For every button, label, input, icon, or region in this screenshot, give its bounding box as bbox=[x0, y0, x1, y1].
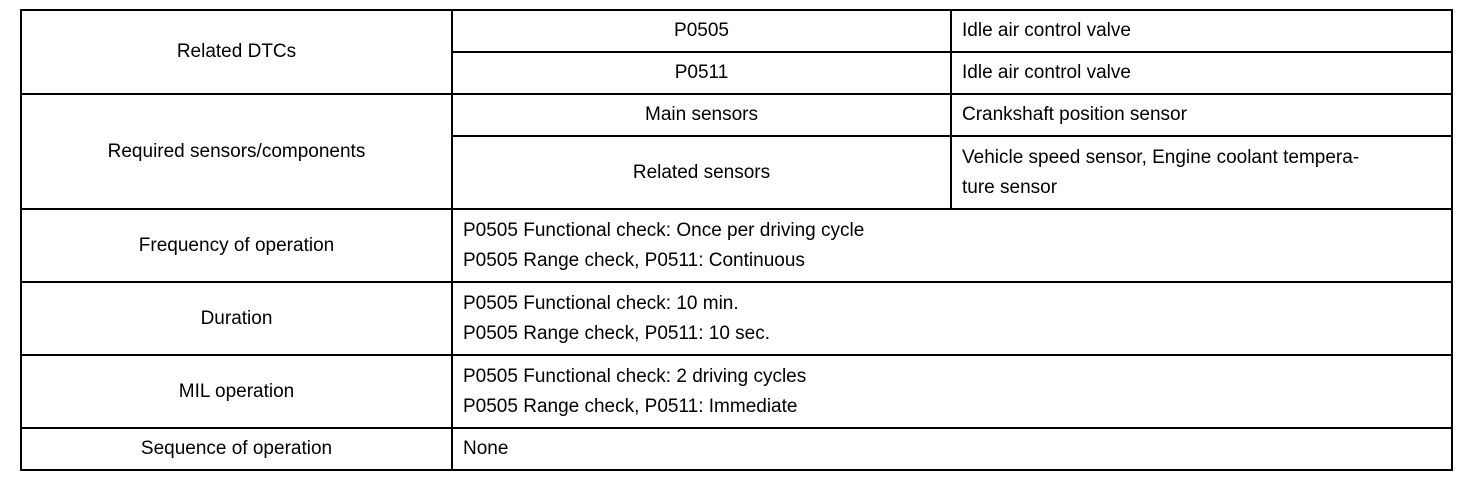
table-row bbox=[21, 94, 1452, 136]
row-label-sequence: Sequence of operation bbox=[21, 428, 452, 470]
sensor-description-line: ture sensor bbox=[962, 176, 1058, 198]
row-label-required-sensors: Required sensors/components bbox=[21, 94, 452, 209]
sensor-type: Main sensors bbox=[452, 94, 951, 136]
frequency-line: P0505 Functional check: Once per driving cycle bbox=[463, 219, 865, 241]
dtc-description: Idle air control valve bbox=[951, 10, 1452, 52]
duration-line: P0505 Functional check: 10 min. bbox=[463, 292, 739, 314]
dtc-description: Idle air control valve bbox=[951, 52, 1452, 94]
duration-line: P0505 Range check, P0511: 10 sec. bbox=[463, 322, 771, 344]
table-row bbox=[21, 209, 1452, 282]
table-row bbox=[21, 428, 1452, 470]
row-label-related-dtcs: Related DTCs bbox=[21, 10, 452, 94]
sequence-value: None bbox=[452, 428, 1452, 470]
row-label-mil-operation: MIL operation bbox=[21, 355, 452, 428]
monitor-spec-table bbox=[20, 9, 1453, 471]
mil-operation-line: P0505 Range check, P0511: Immediate bbox=[463, 395, 798, 417]
table-row bbox=[21, 355, 1452, 428]
sensor-description-line: Vehicle speed sensor, Engine coolant tempera- bbox=[962, 146, 1360, 168]
sensor-description: Crankshaft position sensor bbox=[951, 94, 1452, 136]
table-row bbox=[21, 282, 1452, 355]
mil-operation-value bbox=[452, 355, 1452, 428]
dtc-code: P0505 bbox=[452, 10, 951, 52]
sensor-description bbox=[951, 136, 1452, 209]
table-row bbox=[21, 10, 1452, 52]
duration-value bbox=[452, 282, 1452, 355]
frequency-value bbox=[452, 209, 1452, 282]
frequency-line: P0505 Range check, P0511: Continuous bbox=[463, 249, 805, 271]
dtc-code: P0511 bbox=[452, 52, 951, 94]
row-label-duration: Duration bbox=[21, 282, 452, 355]
mil-operation-line: P0505 Functional check: 2 driving cycles bbox=[463, 365, 807, 387]
row-label-frequency: Frequency of operation bbox=[21, 209, 452, 282]
sensor-type: Related sensors bbox=[452, 136, 951, 209]
